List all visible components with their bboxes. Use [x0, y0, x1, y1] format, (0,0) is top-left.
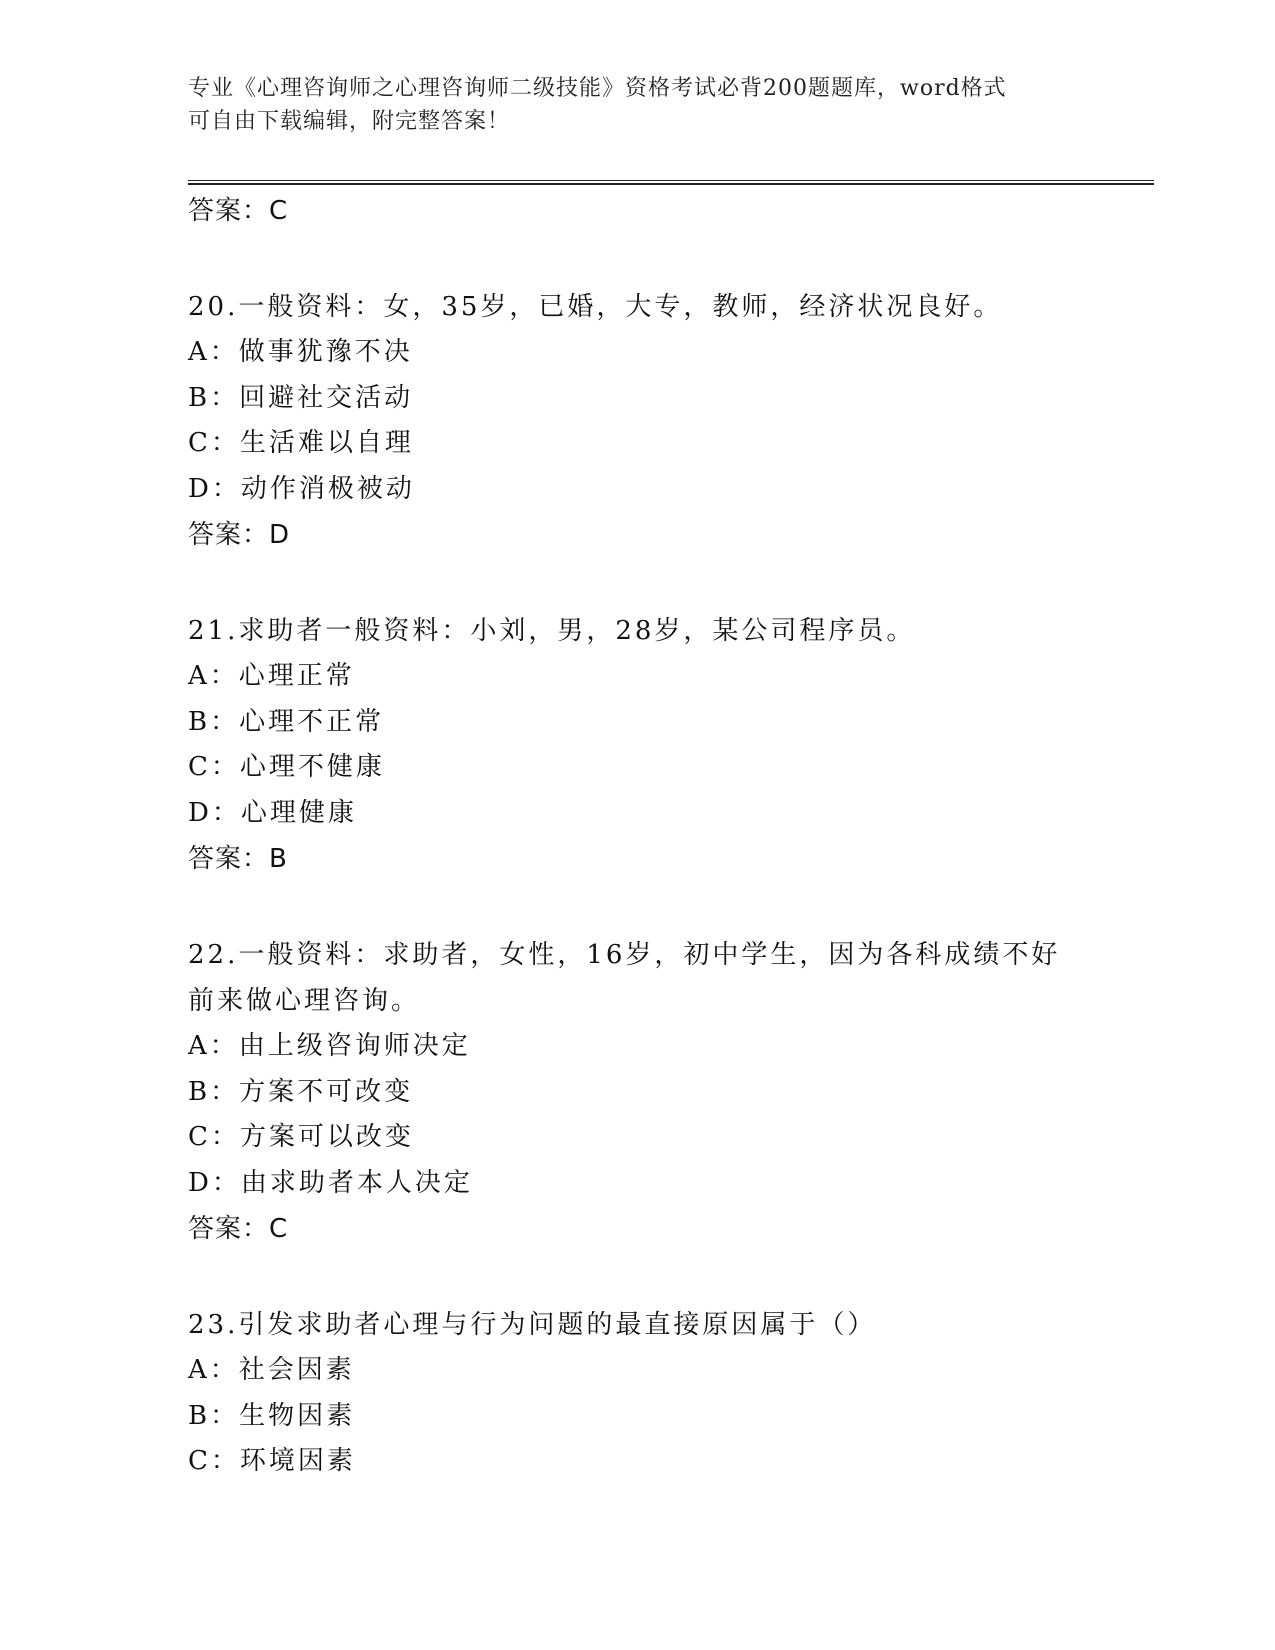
question-22 — [188, 932, 1088, 1252]
header-divider-thin — [188, 180, 1154, 181]
option-d: D：由求助者本人决定 — [188, 1167, 473, 1198]
question-23 — [188, 1302, 1088, 1485]
header-line-1: 专业《心理咨询师之心理咨询师二级技能》资格考试必背200题题库，word格式 — [188, 76, 1007, 101]
header-divider-thick — [188, 183, 1154, 185]
question-20 — [188, 284, 1088, 558]
document-header — [188, 72, 1088, 138]
option-c: C：环境因素 — [188, 1446, 356, 1476]
question-stem: 22.一般资料：求助者，女性，16岁，初中学生，因为各科成绩不好前来做心理咨询。 — [188, 940, 1061, 1016]
question-stem: 21.求助者一般资料：小刘，男，28岁，某公司程序员。 — [188, 616, 916, 646]
answer-line: 答案：C — [188, 1214, 289, 1244]
option-d: D：动作消极被动 — [188, 473, 415, 504]
option-b: B：方案不可改变 — [188, 1076, 414, 1107]
option-b: B：心理不正常 — [188, 706, 385, 737]
option-c: C：心理不健康 — [188, 752, 385, 782]
option-c: C：生活难以自理 — [188, 428, 414, 458]
answer-line: 答案：B — [188, 844, 288, 874]
answer-line: 答案：D — [188, 520, 291, 550]
question-21 — [188, 608, 1088, 882]
option-c: C：方案可以改变 — [188, 1122, 414, 1152]
option-a: A：由上级咨询师决定 — [188, 1031, 471, 1061]
option-a: A：社会因素 — [188, 1355, 355, 1385]
question-stem: 23.引发求助者心理与行为问题的最直接原因属于（） — [188, 1310, 877, 1340]
option-a: A：做事犹豫不决 — [188, 337, 413, 367]
option-d: D：心理健康 — [188, 797, 357, 828]
option-a: A：心理正常 — [188, 661, 355, 691]
document-content — [188, 188, 1088, 1485]
question-stem: 20.一般资料：女，35岁，已婚，大专，教师，经济状况良好。 — [188, 292, 1003, 322]
option-b: B：生物因素 — [188, 1400, 356, 1431]
option-b: B：回避社交活动 — [188, 382, 414, 413]
answer-line: 答案：C — [188, 196, 289, 226]
header-line-2: 可自由下载编辑，附完整答案！ — [188, 109, 511, 134]
